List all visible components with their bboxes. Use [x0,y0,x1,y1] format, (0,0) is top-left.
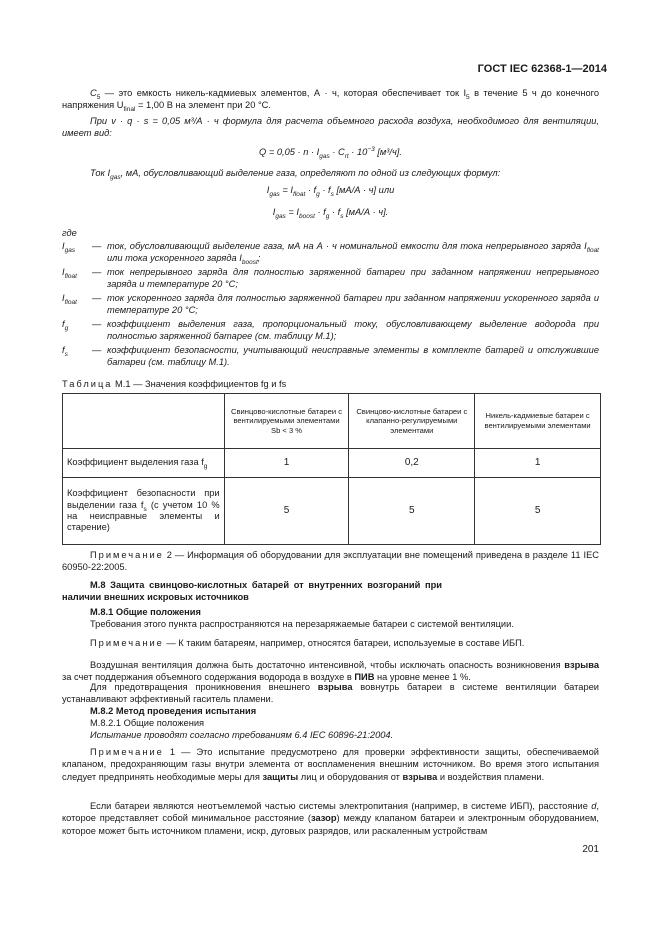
formula-q: $Q = 0,05 \cdot n \cdot I_{gas} \cdot C_{rt} \cdot 10^{-3}$ [м³/ч]. [259,145,402,160]
section-m81-title: М.8.1 Общие положения [90,607,201,617]
table-row [63,449,601,478]
table-caption: Таблица М.1 — Значения коэффициентов fg и fs [62,379,287,389]
formula-boost: $I_{gas} = I_{boost} \cdot f_g \cdot f_s$ [мА/А · ч]. [272,207,389,220]
table-cell: 1 [224,449,349,478]
section-m821-text: Испытание проводят согласно требованиям 6.4 IEC 60896-21:2004. [90,730,394,740]
paragraph-ups-distance: Если батареи являются неотъемлемой частью системы электропитания (например, в системе ИБП), расстояние d, которое представляет собой минимальное расстояние (зазор) между клапаном батареи и электронным оборудованием, которое может быть источником пламени, искр, дуговых разрядов, или раскаленным устройствам [62,801,599,836]
table-header-cell: Свинцово-кислотные батареи с клапанно-регулируемыми элементами [349,394,475,449]
section-m821-title: М.8.2.1 Общие положения [90,718,205,728]
table-cell: 5 [349,478,475,545]
table-cell: 0,2 [349,449,475,478]
table-cell: 5 [475,478,601,545]
table-cell: 5 [224,478,349,545]
paragraph-prevention: Для предотвращения проникновения внешнего взрыва вовнутрь батареи в системе вентиляции батареи устанавливают эффективный гаситель пламени. [62,682,599,705]
paragraph-ventilation: Воздушная вентиляция должна быть достаточно интенсивной, чтобы исключать опасность возникновения взрыва за счет поддержания объемного содержания водорода в воздухе в ПИВ на уровне менее 1 %. [62,660,599,683]
table-cell: 1 [475,449,601,478]
paragraph-vq: При v · q · s = 0,05 м³/А · ч формула для расчета объемного расхода воздуха, необходимого для вентиляции, имеет вид: [62,116,599,139]
table-row [63,478,601,545]
note-2: Примечание 2 — Информация об оборудовании для эксплуатации вне помещений приведена в разделе 11 IEC 60950-22:2005. [62,550,599,573]
section-m8-title: М.8 Защита свинцово-кислотных батарей от внутренних возгораний при наличии внешних искровых источников [62,580,442,603]
table-header-row [63,394,601,449]
table-header-cell [63,394,225,449]
page-number: 201 [582,844,599,855]
section-m82-title: М.8.2 Метод проведения испытания [90,706,257,716]
formula-float: $I_{gas} = I_{float} \cdot f_g \cdot f_s$ [мА/А · ч] или [266,185,395,198]
section-m81-text: Требования этого пункта распространяются на перезаряжаемые батареи с системой вентиляции. [90,619,514,629]
table-header-cell: Свинцово-кислотные батареи с вентилируемыми элементами Sb < 3 % [224,394,349,449]
note-ups: Примечание — К таким батареям, например, относятся батареи, используемые в составе ИБП. [90,638,525,648]
paragraph-igas: Ток $I_{gas}$, мА, обусловливающий выделение газа, определяют по одной из следующих формул: [90,168,501,181]
paragraph-c5: $C_5$ — это емкость никель-кадмиевых элементов, А · ч, которая обеспечивает ток $I_5$ в течение 5 ч до конечного напряжения $U_{final} = 1,00$ В на элемент при 20 °С. [62,88,599,114]
table-header-cell: Никель-кадмиевые батареи с вентилируемыми элементами [475,394,601,449]
note-1: Примечание 1 — Это испытание предусмотрено для проверки эффективности защиты, обеспечиваемой клапаном, предохраняющим газы внутри элемента от воспламенения внешним источником. Во время этого испытания следует предпринять необходимые меры для защиты лиц и оборудования от взрыва и воздействия пламени. [62,747,599,782]
document-header: ГОСТ IEC 62368-1—2014 [477,63,607,75]
coefficients-table [62,393,601,545]
where-label: где [62,228,77,238]
table-row-label: Коэффициент выделения газа $f_g$ [63,449,225,478]
table-row-label: Коэффициент безопасности при выделении газа $f_s$ (с учетом 10 % на неисправные элементы и старение) [63,478,225,545]
